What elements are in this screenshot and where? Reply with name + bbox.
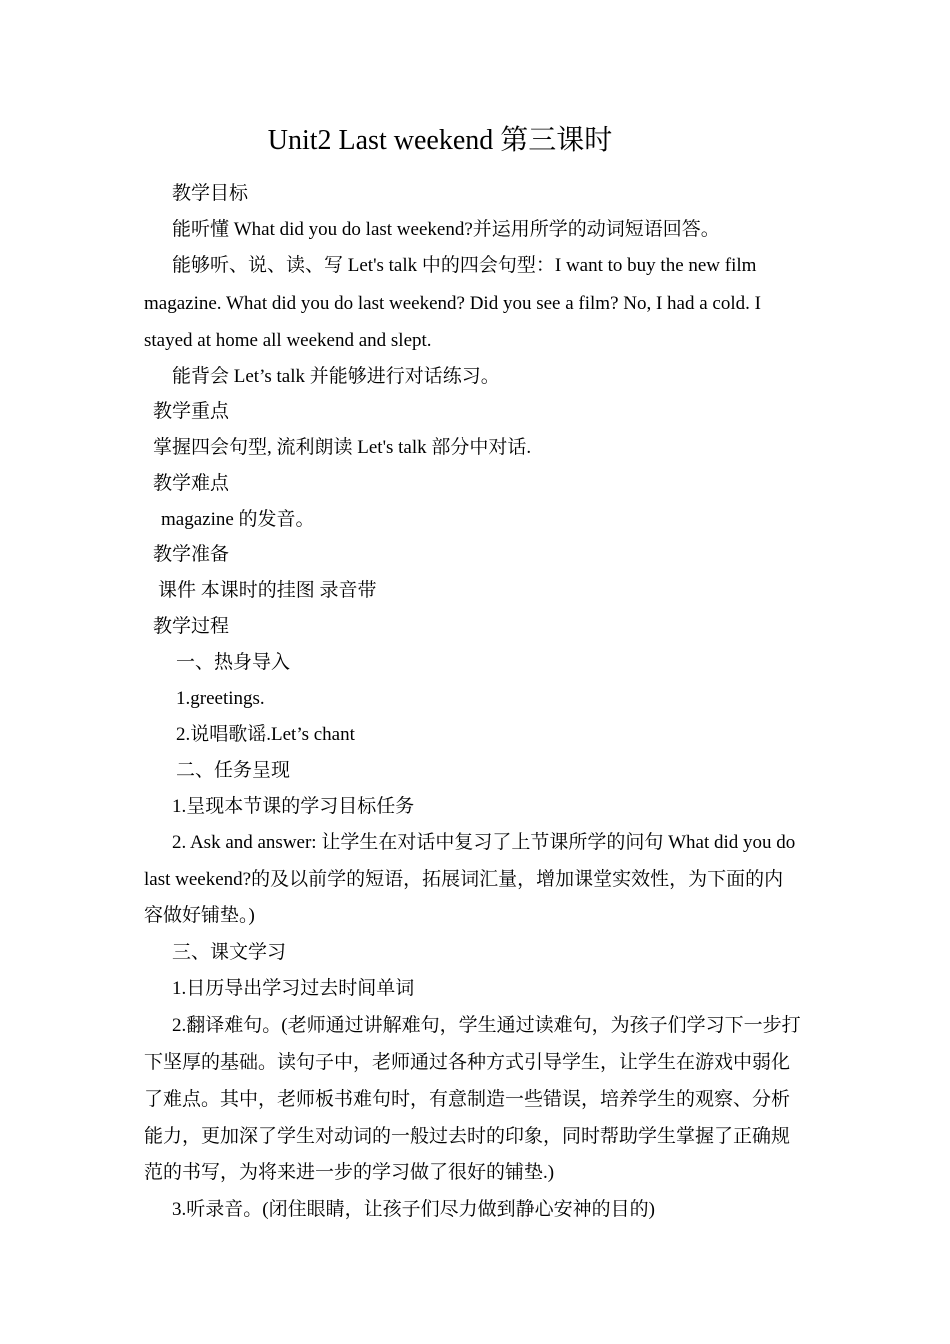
study-item-2-line-4: 能力，更加深了学生对动词的一般过去时的印象，同时帮助学生掌握了正确规 [144, 1126, 791, 1147]
key-points-text: 掌握四会句型, 流利朗读 Let's talk 部分中对话. [153, 437, 532, 458]
section-text-study: 三、课文学习 [172, 942, 287, 963]
objective-2-line-1: 能够听、说、读、写 Let's talk 中的四会句型：I want to buy the new film [172, 255, 757, 276]
heading-difficulties: 教学难点 [153, 473, 230, 494]
task-item-1: 1.呈现本节课的学习目标任务 [172, 796, 415, 817]
heading-preparation: 教学准备 [153, 544, 230, 565]
difficulties-text: magazine 的发音。 [161, 509, 315, 530]
heading-objectives: 教学目标 [172, 183, 249, 204]
heading-process: 教学过程 [153, 616, 230, 637]
warmup-item-1: 1.greetings. [176, 688, 265, 709]
study-item-2-line-2: 下坚厚的基础。读句子中，老师通过各种方式引导学生，让学生在游戏中弱化 [144, 1052, 791, 1073]
study-item-3: 3.听录音。(闭住眼睛，让孩子们尽力做到静心安神的目的) [172, 1199, 655, 1220]
objective-2-line-2: magazine. What did you do last weekend? Did you see a film? No, I had a cold. I [144, 293, 761, 314]
section-task: 二、任务呈现 [176, 760, 291, 781]
preparation-text: 课件 本课时的挂图 录音带 [158, 580, 377, 601]
objective-1: 能听懂 What did you do last weekend?并运用所学的动词短语回答。 [172, 219, 720, 240]
study-item-2-line-3: 了难点。其中，老师板书难句时，有意制造一些错误，培养学生的观察、分析 [144, 1089, 791, 1110]
objective-3: 能背会 Let’s talk 并能够进行对话练习。 [172, 366, 500, 387]
task-item-2-line-3: 容做好铺垫。) [144, 905, 255, 926]
heading-key-points: 教学重点 [153, 401, 230, 422]
task-item-2-line-2: last weekend?的及以前学的短语，拓展词汇量，增加课堂实效性，为下面的内 [144, 869, 784, 890]
task-item-2-line-1: 2. Ask and answer: 让学生在对话中复习了上节课所学的问句 What did you do [172, 832, 796, 853]
warmup-item-2: 2.说唱歌谣.Let’s chant [176, 724, 355, 745]
study-item-2-line-1: 2.翻译难句。(老师通过讲解难句，学生通过读难句，为孩子们学习下一步打 [172, 1015, 801, 1036]
study-item-1: 1.日历导出学习过去时间单词 [172, 978, 415, 999]
document-title: Unit2 Last weekend 第三课时 [267, 125, 613, 156]
section-warmup: 一、热身导入 [176, 652, 291, 673]
study-item-2-line-5: 范的书写，为将来进一步的学习做了很好的铺垫.) [144, 1162, 555, 1183]
objective-2-line-3: stayed at home all weekend and slept. [144, 330, 432, 351]
